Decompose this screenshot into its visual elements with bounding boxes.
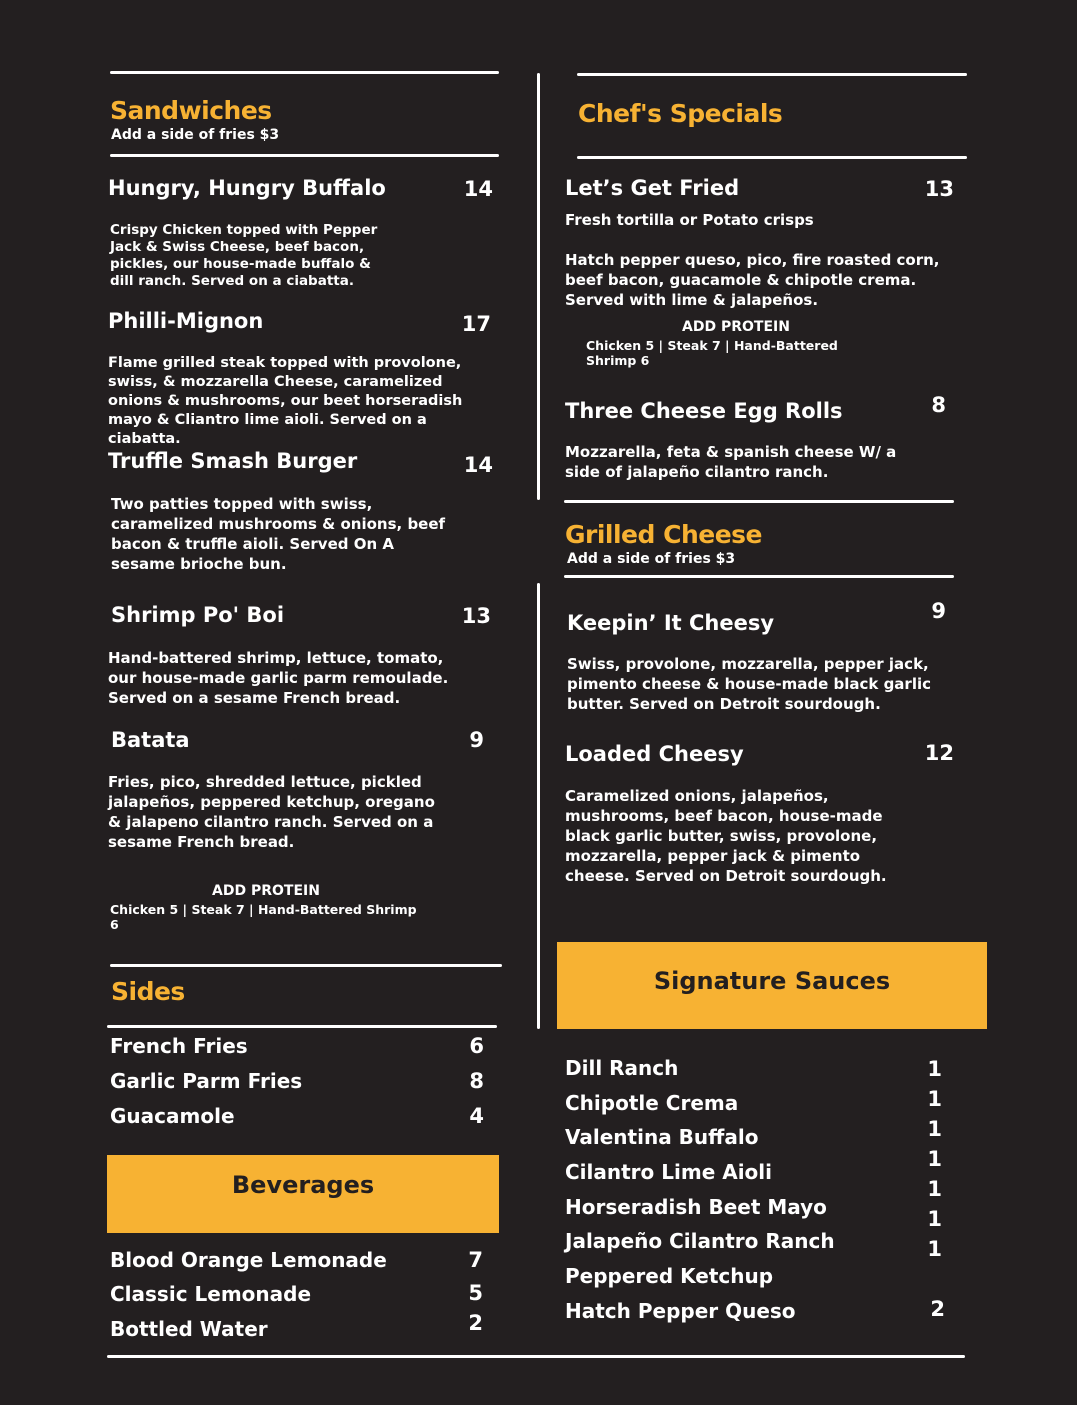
section-subtitle-sandwiches: Add a side of fries $3 (111, 127, 280, 143)
add-protein-heading: ADD PROTEIN (212, 883, 320, 899)
divider (107, 1355, 965, 1358)
column-divider (537, 73, 540, 500)
divider (110, 71, 499, 74)
item-description: Caramelized onions, jalapeños, mushrooms, beef bacon, house-made black garlic butter, swiss, provolone, mozzarella, pepper jack & pimento cheese. Served on Detroit sourdough. (565, 787, 887, 885)
section-title-signature-sauces: Signature Sauces (653, 966, 891, 995)
add-protein-options: Chicken 5 | Steak 7 | Hand-Battered Shrimp 6 (110, 902, 417, 932)
list-item-name: Bottled Water (110, 1317, 268, 1341)
divider (564, 500, 954, 503)
list-item-name: Blood Orange Lemonade (110, 1248, 387, 1272)
divider (577, 73, 967, 76)
list-item-price: 5 (468, 1281, 483, 1305)
item-name: Keepin’ It Cheesy (567, 611, 775, 635)
list-item-name: French Fries (110, 1034, 248, 1058)
item-subtitle: Fresh tortilla or Potato crisps (565, 211, 814, 229)
item-name: Let’s Get Fried (565, 176, 740, 200)
item-price: 13 (461, 604, 491, 628)
list-item-name: Dill Ranch (565, 1056, 679, 1080)
item-price: 9 (931, 599, 946, 623)
list-item-price: 8 (469, 1069, 484, 1093)
item-name: Three Cheese Egg Rolls (565, 399, 843, 423)
item-description: Crispy Chicken topped with Pepper Jack & Swiss Cheese, beef bacon, pickles, our house-made buffalo & dill ranch. Served on a ciabatta. (110, 222, 378, 289)
section-title-sides: Sides (111, 977, 185, 1006)
section-banner-beverages (107, 1155, 499, 1233)
item-price: 9 (469, 728, 484, 752)
list-item-price: 6 (469, 1034, 484, 1058)
list-item-price: 1 (927, 1237, 942, 1261)
list-item-name: Guacamole (110, 1104, 235, 1128)
list-item-price: 1 (927, 1117, 942, 1141)
list-item-name: Classic Lemonade (110, 1282, 312, 1306)
item-name: Philli-Mignon (108, 309, 264, 333)
add-protein (110, 883, 422, 932)
list-item-price: 7 (468, 1248, 483, 1272)
list-item-price: 1 (927, 1057, 942, 1081)
item-description: Flame grilled steak topped with provolone, swiss, & mozzarella Cheese, caramelized onions & mushrooms, our beet horseradish mayo & Cliantro lime aioli. Served on a ciabatta. (108, 355, 463, 447)
item-description: Hand-battered shrimp, lettuce, tomato, our house-made garlic parm remoulade. Served on a sesame French bread. (108, 649, 449, 707)
add-protein (586, 319, 886, 368)
list-item-name: Peppered Ketchup (565, 1264, 774, 1288)
item-price: 8 (931, 393, 946, 417)
item-price: 12 (924, 741, 954, 765)
item-description: Fries, pico, shredded lettuce, pickled jalapeños, peppered ketchup, oregano & jalapeno cilantro ranch. Served on a sesame French bread. (108, 773, 435, 851)
item-name: Shrimp Po' Boi (111, 603, 285, 627)
section-title-beverages: Beverages (231, 1171, 375, 1199)
divider (107, 1025, 497, 1028)
divider (564, 575, 954, 578)
section-title-grilled-cheese: Grilled Cheese (565, 520, 763, 549)
divider (110, 154, 499, 157)
list-item-name: Cilantro Lime Aioli (565, 1160, 773, 1184)
item-description: Swiss, provolone, mozzarella, pepper jack, pimento cheese & house-made black garlic butter. Served on Detroit sourdough. (567, 655, 931, 713)
section-subtitle-grilled-cheese: Add a side of fries $3 (567, 551, 736, 567)
item-name: Batata (111, 728, 190, 752)
add-protein-heading: ADD PROTEIN (682, 319, 790, 335)
section-banner-signature-sauces (557, 942, 987, 1029)
item-price: 14 (463, 177, 493, 201)
list-item-price: 1 (927, 1177, 942, 1201)
list-item-name: Garlic Parm Fries (110, 1069, 303, 1093)
divider (577, 156, 967, 159)
item-name: Truffle Smash Burger (108, 449, 358, 473)
list-item-price: 4 (469, 1104, 484, 1128)
section-title-chefs-specials: Chef's Specials (578, 99, 783, 128)
list-item-price: 1 (927, 1147, 942, 1171)
item-price: 13 (924, 177, 954, 201)
list-item-name: Jalapeño Cilantro Ranch (565, 1229, 835, 1253)
item-description: Hatch pepper queso, pico, fire roasted corn, beef bacon, guacamole & chipotle crema. Served with lime & jalapeños. (565, 251, 940, 309)
list-item-name: Chipotle Crema (565, 1091, 739, 1115)
list-item-price: 1 (927, 1207, 942, 1231)
section-title-sandwiches: Sandwiches (110, 96, 272, 125)
list-item-price: 2 (930, 1297, 945, 1321)
column-divider (537, 583, 540, 1029)
add-protein-options: Chicken 5 | Steak 7 | Hand-Battered Shrimp 6 (586, 338, 838, 368)
item-name: Hungry, Hungry Buffalo (108, 176, 386, 200)
list-item-price: 2 (468, 1311, 483, 1335)
list-item-price: 1 (927, 1087, 942, 1111)
list-item-name: Valentina Buffalo (565, 1125, 759, 1149)
item-description: Mozzarella, feta & spanish cheese W/ a side of jalapeño cilantro ranch. (565, 443, 897, 481)
divider (110, 964, 502, 967)
list-item-name: Hatch Pepper Queso (565, 1299, 796, 1323)
item-price: 14 (463, 453, 493, 477)
list-item-name: Horseradish Beet Mayo (565, 1195, 827, 1219)
item-description: Two patties topped with swiss, caramelized mushrooms & onions, beef bacon & truffle aioli. Served On A sesame brioche bun. (111, 495, 446, 573)
item-name: Loaded Cheesy (565, 742, 744, 766)
item-price: 17 (461, 312, 491, 336)
